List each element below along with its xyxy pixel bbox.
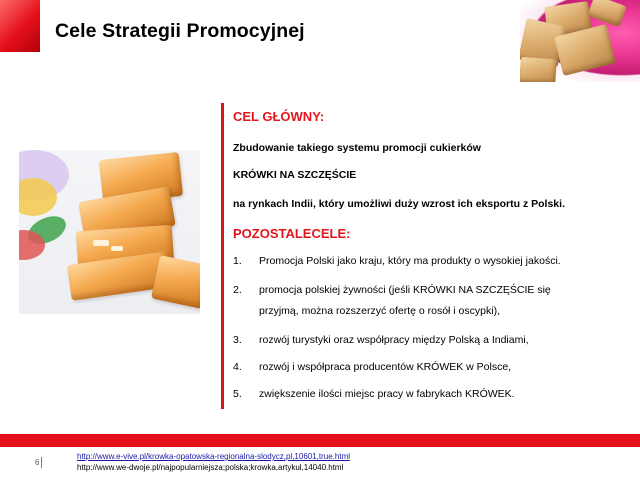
vertical-divider (221, 103, 224, 409)
main-goal-line-1: Zbudowanie takiego systemu promocji cukierków (233, 142, 481, 154)
caramel-crumb (111, 246, 123, 251)
main-goal-heading: CEL GŁÓWNY: (233, 109, 325, 124)
footer-accent-bar (0, 434, 640, 447)
list-item-number: 1. (233, 255, 242, 267)
header-accent-bar (0, 0, 40, 52)
source-text-2: http://www.we-dwoje.pl/najpopularniejsza;polska;krowka,artykul,14040.html (77, 463, 344, 472)
candy-plate-image (520, 0, 640, 82)
other-goals-heading: POZOSTALECELE: (233, 226, 351, 241)
list-item-number: 5. (233, 388, 242, 400)
caramel-stack-image (19, 150, 200, 314)
slide-title: Cele Strategii Promocyjnej (55, 20, 305, 42)
list-item-text: rozwój turystyki oraz współpracy między Polską a Indiami, (259, 334, 529, 346)
candy-piece (587, 0, 626, 27)
list-item-text: Promocja Polski jako kraju, który ma produkty o wysokiej jakości. (259, 255, 561, 267)
page-number: 6 (35, 458, 40, 467)
list-item-text-continued: przyjmą, można rozszerzyć ofertę o rosół i oscypki), (259, 305, 500, 317)
main-goal-line-3: na rynkach Indii, który umożliwi duży wzrost ich eksportu z Polski. (233, 198, 565, 210)
main-goal-line-2: KRÓWKI NA SZCZĘŚCIE (233, 169, 357, 181)
source-link-1[interactable]: http://www.e-vive.pl/krowka-opatowska-regionalna-slodycz,pl,10601,true.html (77, 452, 351, 461)
candy-piece (520, 57, 557, 82)
list-item-text: zwiększenie ilości miejsc pracy w fabrykach KRÓWEK. (259, 388, 515, 400)
caramel-piece (151, 255, 200, 309)
list-item-number: 3. (233, 334, 242, 346)
list-item-number: 4. (233, 361, 242, 373)
page-number-separator (41, 457, 42, 468)
list-item-number: 2. (233, 284, 242, 296)
list-item-text: rozwój i współpraca producentów KRÓWEK w Polsce, (259, 361, 512, 373)
list-item-text: promocja polskiej żywności (jeśli KRÓWKI NA SZCZĘŚCIE się (259, 284, 551, 296)
caramel-crumb (93, 240, 109, 246)
